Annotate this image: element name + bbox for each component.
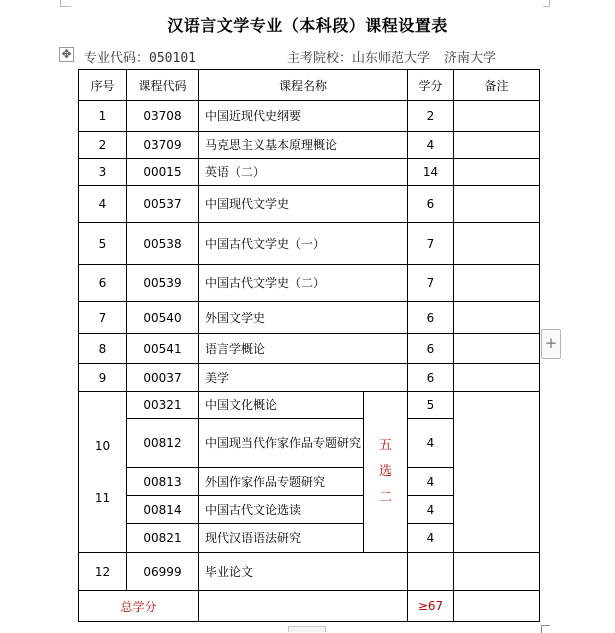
thesis-index: 12: [79, 553, 127, 591]
elective-marker-five: 五: [378, 438, 392, 453]
elective-credits: 4: [408, 419, 454, 468]
elective-code: 00321: [127, 392, 199, 419]
major-code-value: 050101: [149, 51, 196, 66]
row-name: 中国近现代史纲要: [199, 101, 408, 132]
elective-name: 现代汉语语法研究: [199, 524, 364, 553]
header-code: 课程代码: [127, 70, 199, 101]
row-credits: 4: [408, 132, 454, 159]
row-note: [454, 159, 540, 186]
elective-name: 中国现当代作家作品专题研究: [199, 419, 364, 468]
row-code: 00537: [127, 186, 199, 223]
schools-line: [287, 47, 496, 66]
row-credits: 14: [408, 159, 454, 186]
thesis-credits: [408, 553, 454, 591]
school-1: 山东师范大学: [352, 51, 431, 66]
row-index: 9: [79, 364, 127, 392]
elective-credits: 4: [408, 524, 454, 553]
table-row: [79, 223, 540, 265]
table-move-handle-icon[interactable]: ✥: [59, 47, 74, 62]
header-name: 课程名称: [199, 70, 408, 101]
table-row: [79, 302, 540, 334]
thesis-code: 06999: [127, 553, 199, 591]
table-header-row: [79, 70, 540, 101]
table-resize-handle[interactable]: [288, 626, 326, 632]
row-credits: 7: [408, 223, 454, 265]
elective-name: 中国文化概论: [199, 392, 364, 419]
row-credits: 6: [408, 302, 454, 334]
table-row: [79, 334, 540, 364]
row-code: 00037: [127, 364, 199, 392]
row-name: 英语（二）: [199, 159, 408, 186]
row-note: [454, 334, 540, 364]
row-code: 03708: [127, 101, 199, 132]
table-row: [79, 132, 540, 159]
row-code: 00539: [127, 265, 199, 302]
row-credits: 6: [408, 334, 454, 364]
row-note: [454, 265, 540, 302]
row-note: [454, 132, 540, 159]
table-row: [79, 101, 540, 132]
header-index: 序号: [79, 70, 127, 101]
row-credits: 2: [408, 101, 454, 132]
row-credits: 6: [408, 186, 454, 223]
elective-code: 00813: [127, 468, 199, 496]
elective-name: 中国古代文论选读: [199, 496, 364, 524]
row-name: 美学: [199, 364, 408, 392]
thesis-row: [79, 553, 540, 591]
row-index: 8: [79, 334, 127, 364]
row-index: 2: [79, 132, 127, 159]
elective-credits: 4: [408, 468, 454, 496]
elective-code: 00821: [127, 524, 199, 553]
elective-index-cell: [79, 392, 127, 553]
row-index: 1: [79, 101, 127, 132]
row-name: 语言学概论: [199, 334, 408, 364]
header-note: 备注: [454, 70, 540, 101]
total-label: 总学分: [79, 591, 199, 622]
elective-marker-two: 二: [378, 490, 392, 505]
row-code: 00015: [127, 159, 199, 186]
row-code: 00538: [127, 223, 199, 265]
row-note: [454, 302, 540, 334]
elective-code: 00814: [127, 496, 199, 524]
major-code-line: [84, 47, 196, 66]
row-code: 03709: [127, 132, 199, 159]
row-credits: 6: [408, 364, 454, 392]
row-code: 00541: [127, 334, 199, 364]
row-name: 中国古代文学史（一）: [199, 223, 408, 265]
total-spacer: [199, 591, 408, 622]
row-note: [454, 101, 540, 132]
major-code-label: 专业代码：: [84, 51, 150, 66]
header-credits: 学分: [408, 70, 454, 101]
elective-code: 00812: [127, 419, 199, 468]
schools-label: 主考院校：: [287, 51, 353, 66]
row-index: 6: [79, 265, 127, 302]
elective-marker-cell: [364, 392, 408, 553]
table-row: [79, 159, 540, 186]
thesis-name: 毕业论文: [199, 553, 408, 591]
elective-credits: 5: [408, 392, 454, 419]
row-note: [454, 364, 540, 392]
total-row: [79, 591, 540, 622]
row-note: [454, 223, 540, 265]
elective-name: 外国作家作品专题研究: [199, 468, 364, 496]
row-index: 3: [79, 159, 127, 186]
page-corner-mark-right: [543, 0, 550, 7]
row-index: 5: [79, 223, 127, 265]
page-corner-mark-left: [60, 0, 71, 7]
thesis-note: [454, 553, 540, 591]
elective-index-a: 10: [94, 439, 111, 453]
table-row: [79, 265, 540, 302]
row-name: 中国古代文学史（二）: [199, 265, 408, 302]
school-2: 济南大学: [444, 51, 497, 66]
row-code: 00540: [127, 302, 199, 334]
course-table: [78, 69, 540, 622]
elective-credits: 4: [408, 496, 454, 524]
elective-index-b: 11: [94, 491, 111, 505]
document-title: 汉语言文学专业（本科段）课程设置表: [167, 16, 448, 35]
add-row-icon[interactable]: +: [541, 329, 561, 359]
row-index: 7: [79, 302, 127, 334]
row-index: 4: [79, 186, 127, 223]
table-row: [79, 364, 540, 392]
total-value: ≥67: [408, 591, 454, 622]
elective-note: [454, 392, 540, 553]
row-name: 马克思主义基本原理概论: [199, 132, 408, 159]
row-name: 中国现代文学史: [199, 186, 408, 223]
row-credits: 7: [408, 265, 454, 302]
row-note: [454, 186, 540, 223]
total-note: [454, 591, 540, 622]
table-row: [79, 186, 540, 223]
row-name: 外国文学史: [199, 302, 408, 334]
elective-marker-choose: 选: [378, 464, 392, 479]
elective-row: [79, 392, 540, 419]
